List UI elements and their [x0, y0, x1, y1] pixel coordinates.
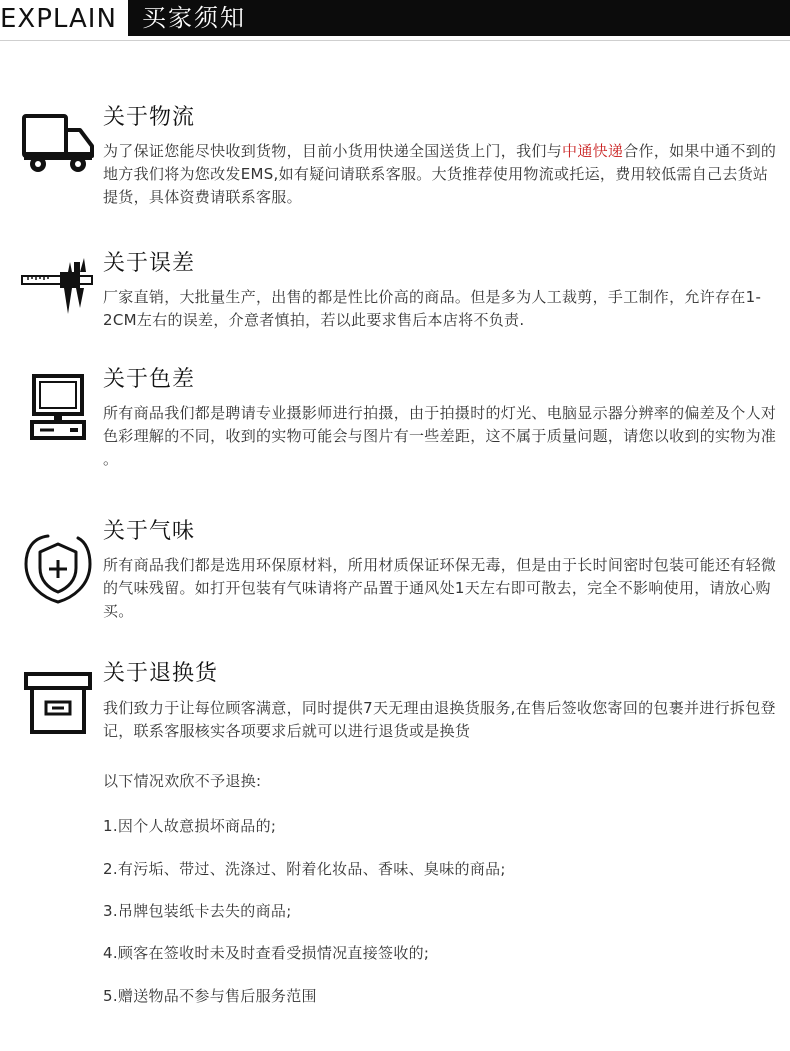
header-divider — [0, 40, 790, 41]
section-title: 关于退换货 — [103, 661, 219, 686]
section-text: 所有商品我们都是选用环保原材料，所用材质保证环保无毒，但是由于长时间密时包装可能还有轻微的气味残留。如打开包装有气味请将产品置于通风处1天左右即可散去，完全不影响使用，请放心购买。 — [103, 556, 777, 620]
highlight-courier: 中通快递 — [562, 142, 624, 160]
list-item: 2.有污垢、带过、洗涤过、附着化妆品、香味、臭味的商品; — [103, 860, 506, 878]
returns-intro: 以下情况欢欣不予退换: — [103, 772, 262, 790]
list-item: 5.赠送物品不参与售后服务范围 — [103, 987, 317, 1005]
shield-plus-icon — [20, 530, 96, 606]
header-chinese-title: 买家须知 — [142, 4, 246, 32]
list-item: 4.顾客在签收时未及时查看受损情况直接签收的; — [103, 944, 430, 962]
section-title: 关于色差 — [103, 367, 196, 392]
computer-monitor-icon — [20, 372, 96, 448]
list-item: 1.因个人故意损坏商品的; — [103, 817, 277, 835]
list-item: 3.吊牌包装纸卡去失的商品; — [103, 902, 292, 920]
section-title: 关于误差 — [103, 251, 196, 276]
header-english-title: EXPLAIN — [0, 4, 117, 34]
section-title: 关于气味 — [103, 519, 196, 544]
section-title: 关于物流 — [103, 105, 196, 130]
section-text: 所有商品我们都是聘请专业摄影师进行拍摄，由于拍摄时的灯光、电脑显示器分辨率的偏差及个人对色彩理解的不同，收到的实物可能会与图片有一些差距，这不属于质量问题，请您以收到的实物为准 。 — [103, 404, 777, 468]
page-header — [0, 0, 790, 40]
caliper-icon — [20, 252, 96, 328]
header-bar — [128, 0, 790, 36]
section-text: 为了保证您能尽快收到货物，目前小货用快递全国送货上门，我们与中通快递合作，如果中通不到的地方我们将为您改发EMS,如有疑问请联系客服。大货推荐使用物流或托运，费用较低需自己去货站提货，具体资费请联系客服。 — [103, 142, 777, 206]
archive-box-icon — [20, 668, 96, 744]
delivery-truck-icon — [20, 112, 96, 188]
section-text: 厂家直销，大批量生产，出售的都是性比价高的商品。但是多为人工裁剪，手工制作，允许存在1-2CM左右的误差，介意者慎拍，若以此要求售后本店将不负责. — [103, 288, 762, 329]
section-text: 我们致力于让每位顾客满意，同时提供7天无理由退换货服务,在售后签收您寄回的包裹并进行拆包登记，联系客服核实各项要求后就可以进行退货或是换货 — [103, 699, 776, 740]
